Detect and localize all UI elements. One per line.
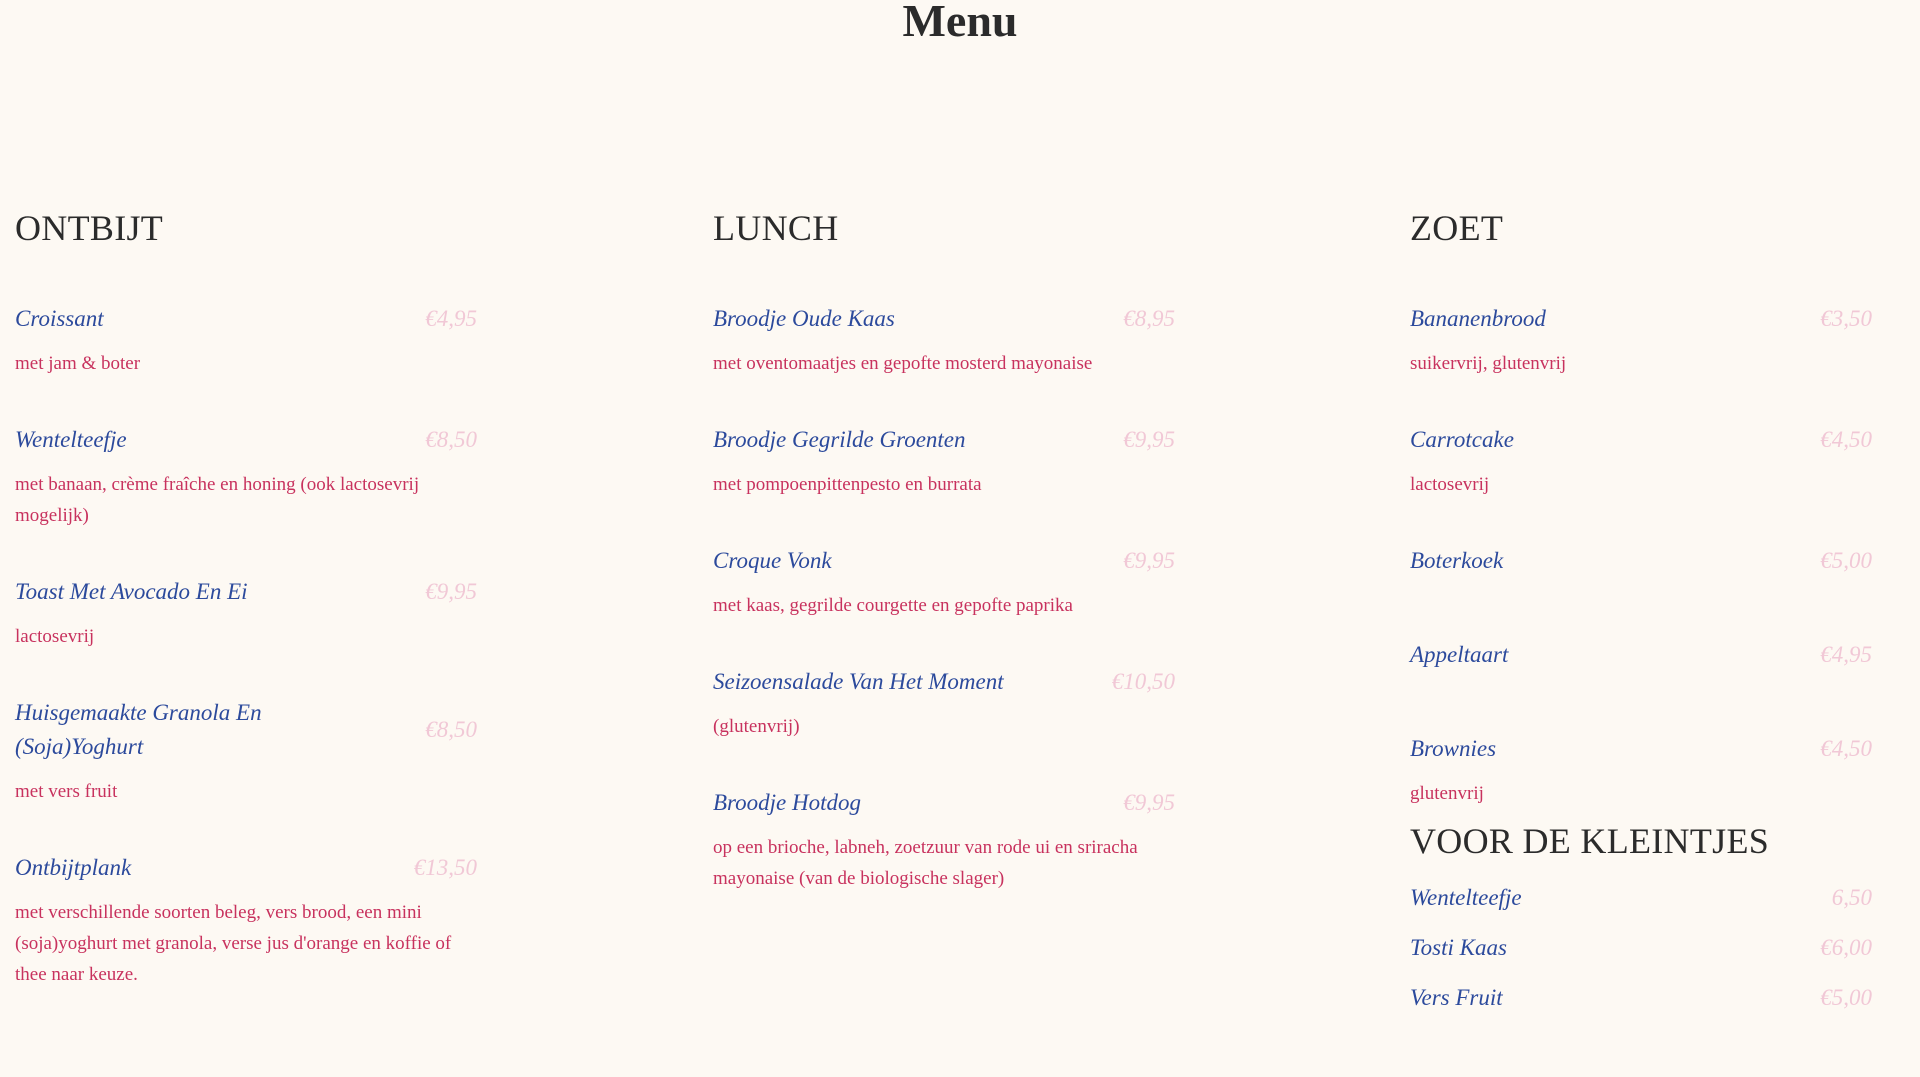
item-description: lactosevrij [1410, 474, 1490, 495]
menu-item [1410, 302, 1872, 379]
section-title-lunch: LUNCH [713, 208, 839, 248]
menu-item [1410, 544, 1872, 578]
kleintjes-items [1410, 881, 1872, 1015]
item-price: €6,00 [1820, 935, 1872, 960]
item-price: €4,95 [1820, 642, 1872, 667]
menu-item [713, 665, 1175, 742]
item-description: suikervrij, glutenvrij [1410, 353, 1567, 374]
item-name: Tosti Kaas [1410, 935, 1507, 960]
item-name: Seizoensalade Van Het Moment [713, 669, 1004, 694]
zoet-column [1410, 206, 1872, 1031]
menu-item [1410, 881, 1872, 915]
menu-item [1410, 638, 1872, 672]
menu-item [1410, 981, 1872, 1015]
item-name: Ontbijtplank [15, 855, 132, 880]
item-price: €4,50 [1820, 427, 1872, 452]
section-title-kleintjes: VOOR DE KLEINTJES [1410, 821, 1770, 861]
item-name: Croissant [15, 306, 104, 331]
item-description: met pompoenpittenpesto en burrata [713, 474, 982, 495]
item-name: Appeltaart [1410, 642, 1509, 667]
item-name: Broodje Gegrilde Groenten [713, 427, 966, 452]
menu-item [15, 423, 477, 531]
item-name: Toast Met Avocado En Ei [15, 579, 248, 604]
item-price: €8,95 [1123, 306, 1175, 331]
menu-item [713, 544, 1175, 621]
section-title-zoet: ZOET [1410, 208, 1504, 248]
menu-item [1410, 732, 1872, 809]
item-name: Carrotcake [1410, 427, 1514, 452]
item-description: lactosevrij [15, 626, 95, 647]
menu-item [15, 302, 477, 379]
kleintjes-section [1410, 819, 1872, 1015]
item-price: 6,50 [1831, 885, 1872, 910]
item-description: met jam & boter [15, 353, 141, 374]
zoet-items [1410, 302, 1872, 809]
menu-item [1410, 931, 1872, 965]
item-description: met vers fruit [15, 781, 118, 802]
item-price: €8,50 [425, 717, 477, 742]
menu-item [15, 851, 477, 990]
menu-item [713, 423, 1175, 500]
item-description: met banaan, crème fraîche en honing (ook lactosevrij mogelijk) [15, 474, 420, 526]
item-description: met oventomaatjes en gepofte mosterd mayonaise [713, 353, 1093, 374]
menu-item [713, 786, 1175, 894]
item-price: €5,00 [1820, 985, 1872, 1010]
item-description: met verschillende soorten beleg, vers brood, een mini (soja)yoghurt met granola, verse jus d'orange en koffie of thee naar keuze. [15, 902, 452, 985]
item-price: €9,95 [1123, 427, 1175, 452]
menu-item [15, 696, 477, 807]
item-price: €5,00 [1820, 548, 1872, 573]
item-name: Wentelteefje [1410, 885, 1522, 910]
section-title-ontbijt: ONTBIJT [15, 208, 164, 248]
item-description: met kaas, gegrilde courgette en gepofte paprika [713, 595, 1073, 616]
item-name: Vers Fruit [1410, 985, 1503, 1010]
menu-item [713, 302, 1175, 379]
item-description: glutenvrij [1410, 783, 1484, 804]
lunch-column [713, 206, 1175, 938]
item-name: Brownies [1410, 736, 1497, 761]
item-price: €10,50 [1111, 669, 1175, 694]
item-description: op een brioche, labneh, zoetzuur van rode ui en sriracha mayonaise (van de biologische slager) [713, 837, 1138, 889]
page-title: Menu [902, 0, 1018, 46]
item-price: €13,50 [413, 855, 477, 880]
item-name: Broodje Oude Kaas [713, 306, 895, 331]
lunch-items [713, 302, 1175, 894]
ontbijt-items [15, 302, 477, 990]
item-price: €9,95 [425, 579, 477, 604]
item-name: Wentelteefje [15, 427, 127, 452]
item-name: Boterkoek [1410, 548, 1504, 573]
item-price: €8,50 [425, 427, 477, 452]
item-price: €9,95 [1123, 548, 1175, 573]
item-name: Bananenbrood [1410, 306, 1546, 331]
item-name: Huisgemaakte Granola En (Soja)Yoghurt [15, 700, 262, 759]
item-price: €4,95 [425, 306, 477, 331]
menu-item [15, 575, 477, 652]
ontbijt-column [15, 206, 477, 1034]
item-price: €9,95 [1123, 790, 1175, 815]
item-price: €3,50 [1820, 306, 1872, 331]
item-price: €4,50 [1820, 736, 1872, 761]
item-name: Croque Vonk [713, 548, 832, 573]
item-description: (glutenvrij) [713, 716, 800, 737]
item-name: Broodje Hotdog [713, 790, 861, 815]
menu-item [1410, 423, 1872, 500]
